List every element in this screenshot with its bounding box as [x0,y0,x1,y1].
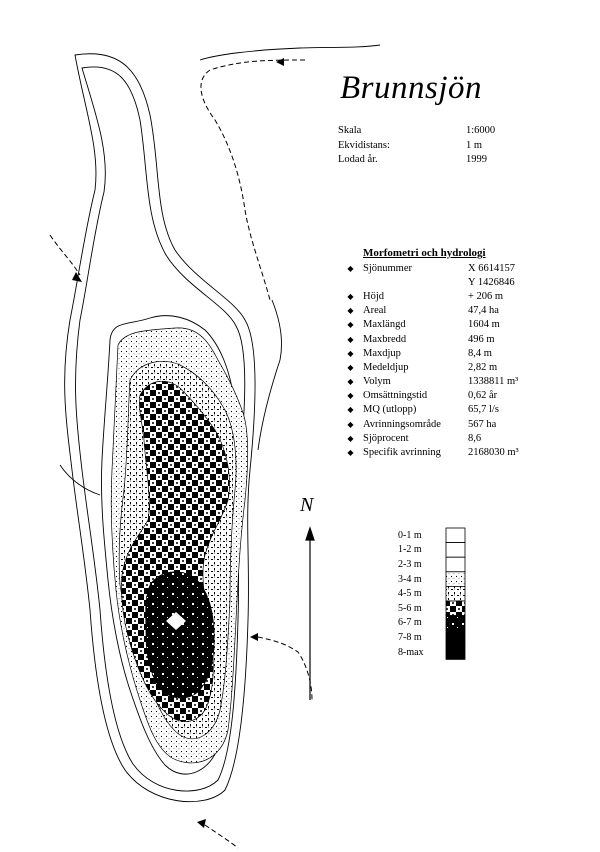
map-info-value: 1 m [466,139,483,151]
morphometry-value: 1338811 m³ [468,376,519,388]
depth-legend-label: 8-max [398,646,424,658]
morphometry-label: Omsättningstid [363,390,428,402]
bullet-icon: ◆ [347,448,354,458]
bullet-icon: ◆ [347,433,354,443]
depth-legend-row [398,616,446,631]
map-info [338,124,495,168]
morphometry-row [338,332,519,346]
map-info-row [338,139,495,154]
bullet-icon: ◆ [347,377,354,387]
morphometry-value: 8,6 [468,432,482,444]
morphometry-row [338,275,519,289]
morphometry-value: 496 m [468,333,495,345]
morphometry-label: MQ (utlopp) [363,404,417,416]
bullet-icon: ◆ [347,291,354,301]
morphometry-label: Maxbredd [363,333,407,345]
depth-legend-swatches [446,528,465,659]
depth-legend-label: 4-5 m [398,588,422,600]
morphometry-rows [338,261,519,460]
north-arrow [306,528,314,700]
morphometry-row [338,389,519,403]
map-info-label: Ekvidistans: [338,139,390,151]
bullet-icon: ◆ [347,306,354,316]
morphometry-value: + 206 m [468,290,504,302]
map-info-value: 1:6000 [466,125,496,136]
map-info-label: Skala [338,125,362,136]
bullet-icon: ◆ [347,419,354,429]
morphometry-label: Avrinningsområde [363,418,441,430]
depth-legend-row [398,572,446,587]
morphometry-label: Volym [363,376,391,388]
morphometry-value: 1604 m [468,319,500,331]
depth-legend-label: 6-7 m [398,617,422,629]
depth-legend-row [398,557,446,572]
morphometry-value: X 6614157 [468,262,515,274]
map-info-row [338,153,495,168]
morphometry-value: Y 1426846 [468,276,515,288]
morphometry-row [338,417,519,431]
lake-title: Brunnsjön [340,70,483,106]
depth-legend-row [398,601,446,616]
morphometry-label: Specifik avrinning [363,447,441,459]
morphometry-row [338,261,519,275]
depth-legend-label: 3-4 m [398,573,422,585]
morphometry-label: Medeldjup [363,361,409,373]
morphometry-row [338,318,519,332]
morphometry-label: Areal [363,305,387,317]
depth-legend [398,528,446,659]
morphometry-label: Höjd [363,290,384,302]
morphometry-value: 567 ha [468,418,497,430]
morphometry-row [338,304,519,318]
depth-legend-label: 5-6 m [398,602,422,614]
bullet-icon: ◆ [347,320,354,330]
north-label: N [300,494,314,516]
morphometry-row [338,445,519,459]
morphometry-row [338,289,519,303]
morphometry-value: 0,62 år [468,390,498,402]
bullet-icon: ◆ [347,263,354,273]
morphometry-row [338,431,519,445]
depth-legend-label: 0-1 m [398,529,422,541]
depth-zones [111,328,247,763]
map-info-label: Lodad år. [338,154,378,165]
morphometry-value: 65,7 l/s [468,404,499,416]
depth-legend-row [398,586,446,601]
bullet-icon: ◆ [347,362,354,372]
depth-legend-label: 1-2 m [398,544,422,556]
bullet-icon: ◆ [347,348,354,358]
map-info-row [338,124,495,139]
morphometry-value: 2,82 m [468,361,498,373]
bullet-icon: ◆ [347,334,354,344]
morphometry-label: Sjönummer [363,262,412,274]
depth-legend-row [398,528,446,543]
morphometry-heading: Morfometri och hydrologi [363,247,486,259]
depth-legend-row [398,645,446,660]
morphometry-row [338,403,519,417]
depth-legend-rows [398,528,446,659]
morphometry-row [338,346,519,360]
depth-legend-label: 7-8 m [398,631,422,643]
bullet-icon: ◆ [347,405,354,415]
morphometry-row [338,375,519,389]
morphometry-table [338,247,519,460]
depth-legend-row [398,630,446,645]
morphometry-value: 8,4 m [468,347,492,359]
morphometry-value: 47,4 ha [468,305,499,317]
depth-zone-6-8m [146,572,214,698]
morphometry-label: Maxlängd [363,319,406,331]
morphometry-label: Sjöprocent [363,432,409,444]
morphometry-label: Maxdjup [363,347,401,359]
morphometry-value: 2168030 m³ [468,447,519,459]
map-info-value: 1999 [466,154,487,165]
bullet-icon: ◆ [347,391,354,401]
depth-legend-row [398,543,446,558]
depth-legend-label: 2-3 m [398,558,422,570]
morphometry-row [338,360,519,374]
